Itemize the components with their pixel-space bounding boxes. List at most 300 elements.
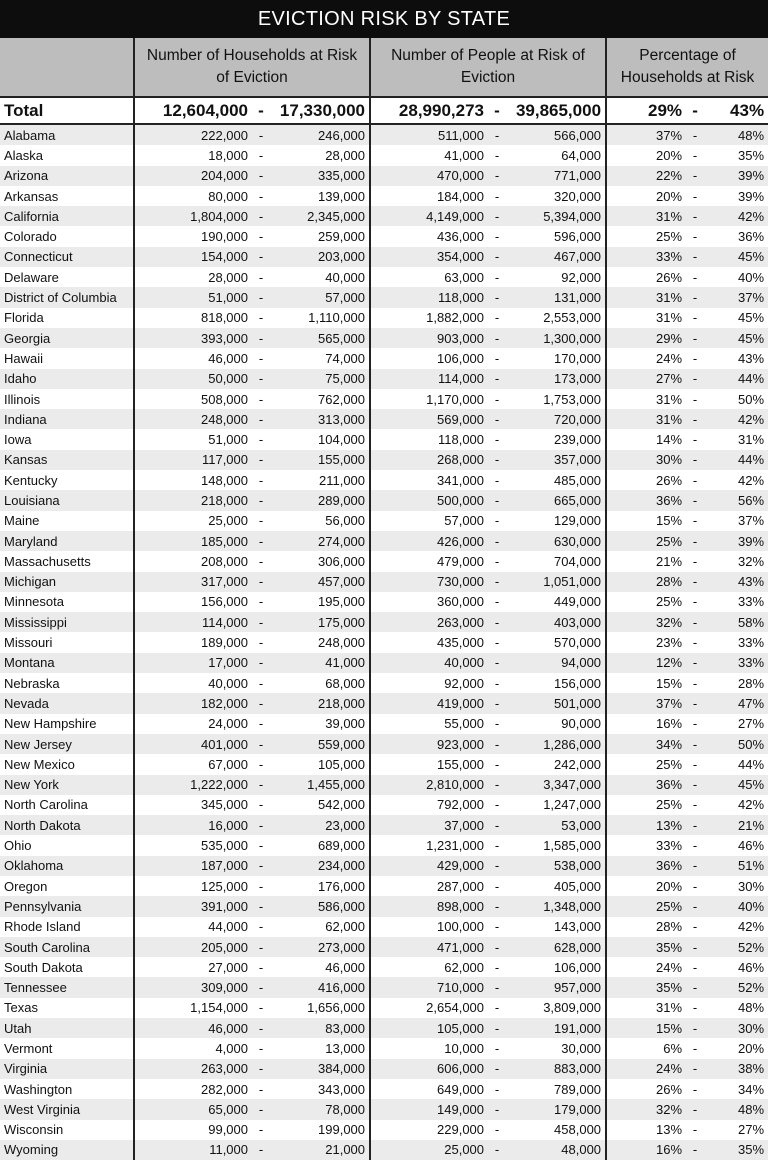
pct-low: 25% — [606, 592, 686, 612]
people-low: 471,000 — [370, 937, 488, 957]
range-separator: - — [494, 513, 500, 529]
table-row — [0, 1099, 768, 1119]
households-high: 416,000 — [270, 977, 370, 997]
table-row — [0, 470, 768, 490]
pct-high: 45% — [704, 328, 768, 348]
range-separator: - — [692, 716, 698, 732]
state-name: Arizona — [0, 166, 134, 186]
table-row — [0, 876, 768, 896]
households-low: 65,000 — [134, 1099, 252, 1119]
range-separator: - — [258, 756, 264, 772]
households-low: 345,000 — [134, 795, 252, 815]
range-separator: - — [258, 432, 264, 448]
households-low: 282,000 — [134, 1079, 252, 1099]
range-separator: - — [692, 432, 698, 448]
people-low: 40,000 — [370, 653, 488, 673]
pct-high: 27% — [738, 716, 765, 732]
households-low: 51,000 — [134, 287, 252, 307]
table-row — [0, 511, 768, 531]
pct-high: 45% — [704, 775, 768, 795]
range-separator: - — [488, 450, 506, 470]
pct-low: 23% — [606, 632, 686, 652]
pct-low: 29% — [606, 328, 686, 348]
pct-high: 56% — [704, 490, 768, 510]
people-high: 90,000 — [561, 716, 602, 732]
people-high: 485,000 — [554, 472, 602, 488]
households-high: 542,000 — [318, 797, 366, 813]
people-high: 570,000 — [554, 635, 602, 651]
households-high: 39,000 — [325, 716, 366, 732]
total-pct-low: 29% — [606, 97, 686, 124]
state-name: Colorado — [4, 229, 57, 245]
state-name: Utah — [0, 1018, 134, 1038]
range-separator: - — [494, 350, 500, 366]
range-separator: - — [252, 856, 270, 876]
households-low: 222,000 — [134, 124, 252, 145]
people-high: 92,000 — [561, 269, 602, 285]
table-row — [0, 693, 768, 713]
range-separator: - — [488, 693, 506, 713]
range-separator: - — [488, 775, 506, 795]
state-name: Ohio — [4, 838, 32, 854]
range-separator: - — [258, 513, 264, 529]
range-separator: - — [494, 188, 500, 204]
header-households: Number of Households at Risk of Eviction — [134, 38, 370, 97]
households-high: 74,000 — [325, 350, 366, 366]
table-row — [0, 267, 768, 287]
range-separator: - — [252, 531, 270, 551]
people-high: 320,000 — [554, 188, 602, 204]
households-low: 208,000 — [134, 551, 252, 571]
pct-high: 38% — [704, 1059, 768, 1079]
households-high: 21,000 — [270, 1140, 370, 1160]
pct-high: 50% — [738, 391, 765, 407]
people-high: 1,286,000 — [506, 734, 606, 754]
households-low: 309,000 — [134, 977, 252, 997]
range-separator: - — [252, 653, 270, 673]
households-low: 535,000 — [134, 835, 252, 855]
people-low: 360,000 — [370, 592, 488, 612]
people-low: 569,000 — [370, 409, 488, 429]
people-low: 435,000 — [370, 632, 488, 652]
households-high: 335,000 — [270, 166, 370, 186]
table-row — [0, 1079, 768, 1099]
households-high: 246,000 — [270, 124, 370, 145]
people-high: 1,247,000 — [543, 797, 602, 813]
pct-low: 16% — [606, 714, 686, 734]
range-separator: - — [258, 878, 264, 894]
state-name: West Virginia — [0, 1099, 134, 1119]
pct-high: 40% — [738, 269, 765, 285]
range-separator: - — [692, 838, 698, 854]
range-separator: - — [252, 450, 270, 470]
people-high: 538,000 — [506, 856, 606, 876]
pct-high: 39% — [704, 531, 768, 551]
range-separator: - — [494, 838, 500, 854]
pct-high: 40% — [704, 896, 768, 916]
households-high: 203,000 — [270, 247, 370, 267]
range-separator: - — [692, 594, 698, 610]
people-low: 55,000 — [370, 714, 488, 734]
range-separator: - — [258, 1000, 264, 1016]
range-separator: - — [686, 856, 704, 876]
range-separator: - — [692, 919, 698, 935]
people-high: 596,000 — [554, 229, 602, 245]
people-high: 957,000 — [506, 977, 606, 997]
range-separator: - — [692, 1041, 698, 1056]
people-low: 63,000 — [370, 267, 488, 287]
range-separator: - — [258, 229, 264, 245]
households-low: 182,000 — [134, 693, 252, 713]
pct-low: 37% — [606, 693, 686, 713]
range-separator: - — [258, 675, 264, 691]
range-separator: - — [252, 124, 270, 145]
state-name: Alabama — [0, 124, 134, 145]
range-separator: - — [494, 229, 500, 245]
table-row — [0, 247, 768, 267]
people-high: 1,753,000 — [543, 391, 602, 407]
households-low: 148,000 — [134, 470, 252, 490]
pct-high: 50% — [704, 734, 768, 754]
range-separator: - — [686, 1099, 704, 1119]
state-name: Maryland — [0, 531, 134, 551]
range-separator: - — [252, 1059, 270, 1079]
households-low: 1,804,000 — [134, 206, 252, 226]
pct-low: 35% — [606, 977, 686, 997]
range-separator: - — [494, 553, 500, 569]
households-high: 56,000 — [325, 513, 366, 529]
pct-high: 33% — [704, 653, 768, 673]
households-low: 154,000 — [134, 247, 252, 267]
pct-low: 31% — [606, 287, 686, 307]
pct-low: 31% — [606, 409, 686, 429]
people-low: 106,000 — [370, 348, 488, 368]
households-high: 234,000 — [270, 856, 370, 876]
range-separator: - — [258, 350, 264, 366]
range-separator: - — [252, 937, 270, 957]
pct-low: 6% — [606, 1038, 686, 1058]
table-row — [0, 328, 768, 348]
households-low: 317,000 — [134, 572, 252, 592]
households-high: 68,000 — [325, 675, 366, 691]
pct-low: 21% — [606, 551, 686, 571]
people-high: 156,000 — [554, 675, 602, 691]
people-low: 436,000 — [370, 226, 488, 246]
range-separator: - — [494, 1041, 500, 1056]
range-separator: - — [686, 734, 704, 754]
range-separator: - — [258, 716, 264, 732]
pct-low: 24% — [606, 957, 686, 977]
pct-high: 44% — [704, 369, 768, 389]
total-households-high: 17,330,000 — [270, 97, 370, 124]
households-low: 818,000 — [134, 308, 252, 328]
table-row — [0, 612, 768, 632]
range-separator: - — [686, 97, 704, 124]
range-separator: - — [494, 432, 500, 448]
range-separator: - — [692, 229, 698, 245]
state-name: Michigan — [0, 572, 134, 592]
people-low: 100,000 — [370, 917, 488, 937]
range-separator: - — [252, 369, 270, 389]
pct-low: 20% — [606, 876, 686, 896]
households-low: 18,000 — [134, 145, 252, 165]
table-row — [0, 145, 768, 165]
state-name: Arkansas — [4, 188, 59, 204]
people-high: 771,000 — [506, 166, 606, 186]
people-high: 30,000 — [561, 1041, 602, 1056]
range-separator: - — [494, 635, 500, 651]
range-separator: - — [686, 815, 704, 835]
pct-low: 31% — [606, 389, 686, 409]
pct-high: 44% — [738, 756, 765, 772]
state-name: Alaska — [4, 147, 44, 163]
households-low: 114,000 — [134, 612, 252, 632]
people-low: 710,000 — [370, 977, 488, 997]
pct-low: 25% — [606, 795, 686, 815]
pct-low: 15% — [606, 673, 686, 693]
range-separator: - — [686, 409, 704, 429]
households-low: 16,000 — [134, 815, 252, 835]
range-separator: - — [488, 937, 506, 957]
households-low: 28,000 — [134, 267, 252, 287]
pct-low: 16% — [606, 1140, 686, 1160]
pct-low: 31% — [606, 308, 686, 328]
range-separator: - — [686, 1018, 704, 1038]
range-separator: - — [258, 1041, 264, 1056]
households-low: 67,000 — [134, 754, 252, 774]
people-low: 37,000 — [370, 815, 488, 835]
table-row — [0, 917, 768, 937]
households-high: 75,000 — [270, 369, 370, 389]
range-separator: - — [252, 409, 270, 429]
range-separator: - — [252, 896, 270, 916]
people-low: 649,000 — [370, 1079, 488, 1099]
range-separator: - — [494, 919, 500, 935]
range-separator: - — [488, 531, 506, 551]
people-high: 94,000 — [506, 653, 606, 673]
header-percentage: Percentage of Households at Risk — [606, 38, 768, 97]
range-separator: - — [686, 490, 704, 510]
households-high: 155,000 — [270, 450, 370, 470]
state-name: Missouri — [4, 635, 53, 651]
table-row — [0, 206, 768, 226]
range-separator: - — [488, 734, 506, 754]
pct-high: 30% — [704, 1018, 768, 1038]
state-name: Illinois — [4, 391, 41, 407]
state-name: Rhode Island — [4, 919, 81, 935]
range-separator: - — [488, 490, 506, 510]
households-high: 689,000 — [318, 838, 366, 854]
households-high: 384,000 — [270, 1059, 370, 1079]
pct-high: 36% — [738, 229, 765, 245]
eviction-risk-table — [0, 38, 768, 1160]
pct-low: 25% — [606, 896, 686, 916]
table-row — [0, 1120, 768, 1140]
range-separator: - — [692, 675, 698, 691]
people-high: 628,000 — [506, 937, 606, 957]
pct-low: 26% — [606, 470, 686, 490]
range-separator: - — [686, 328, 704, 348]
table-row — [0, 1140, 768, 1160]
people-low: 606,000 — [370, 1059, 488, 1079]
pct-high: 35% — [738, 147, 765, 163]
households-high: 211,000 — [318, 472, 366, 488]
range-separator: - — [258, 797, 264, 813]
people-low: 898,000 — [370, 896, 488, 916]
people-low: 1,231,000 — [370, 835, 488, 855]
pct-high: 47% — [704, 693, 768, 713]
households-high: 175,000 — [270, 612, 370, 632]
people-low: 268,000 — [370, 450, 488, 470]
total-people-low: 28,990,273 — [370, 97, 488, 124]
households-high: 105,000 — [318, 756, 366, 772]
people-high: 53,000 — [506, 815, 606, 835]
households-low: 393,000 — [134, 328, 252, 348]
range-separator: - — [252, 612, 270, 632]
pct-high: 37% — [738, 513, 765, 529]
households-high: 23,000 — [270, 815, 370, 835]
households-high: 40,000 — [325, 269, 366, 285]
people-low: 419,000 — [370, 693, 488, 713]
pct-low: 14% — [606, 429, 686, 449]
table-title: EVICTION RISK BY STATE — [0, 0, 768, 38]
range-separator: - — [258, 269, 264, 285]
table-row — [0, 166, 768, 186]
pct-high: 35% — [704, 1140, 768, 1160]
households-high: 559,000 — [270, 734, 370, 754]
state-name: New Hampshire — [4, 716, 97, 732]
state-name: North Carolina — [4, 797, 88, 813]
pct-low: 28% — [606, 572, 686, 592]
range-separator: - — [252, 734, 270, 754]
pct-low: 20% — [606, 145, 686, 165]
range-separator: - — [258, 635, 264, 651]
pct-low: 33% — [606, 835, 686, 855]
table-row — [0, 348, 768, 368]
households-low: 263,000 — [134, 1059, 252, 1079]
table-row — [0, 835, 768, 855]
range-separator: - — [686, 612, 704, 632]
range-separator: - — [252, 166, 270, 186]
people-low: 92,000 — [370, 673, 488, 693]
table-row — [0, 287, 768, 307]
households-high: 62,000 — [325, 919, 366, 935]
range-separator: - — [692, 269, 698, 285]
people-low: 10,000 — [370, 1038, 488, 1058]
households-low: 11,000 — [134, 1140, 252, 1160]
people-high: 173,000 — [506, 369, 606, 389]
state-name: Washington — [4, 1081, 73, 1097]
households-low: 1,154,000 — [134, 998, 252, 1018]
households-low: 44,000 — [134, 917, 252, 937]
people-low: 229,000 — [370, 1120, 488, 1140]
people-low: 25,000 — [370, 1140, 488, 1160]
households-high: 313,000 — [270, 409, 370, 429]
pct-low: 35% — [606, 937, 686, 957]
pct-high: 45% — [704, 247, 768, 267]
households-low: 17,000 — [134, 653, 252, 673]
range-separator: - — [488, 856, 506, 876]
range-separator: - — [692, 553, 698, 569]
people-low: 511,000 — [370, 124, 488, 145]
range-separator: - — [686, 653, 704, 673]
state-name: Kentucky — [4, 472, 58, 488]
people-high: 1,051,000 — [506, 572, 606, 592]
people-high: 704,000 — [554, 553, 602, 569]
pct-high: 46% — [738, 959, 765, 975]
range-separator: - — [488, 977, 506, 997]
households-high: 176,000 — [318, 878, 366, 894]
households-high: 199,000 — [318, 1122, 366, 1138]
range-separator: - — [488, 409, 506, 429]
pct-low: 32% — [606, 612, 686, 632]
households-high: 565,000 — [270, 328, 370, 348]
range-separator: - — [252, 815, 270, 835]
range-separator: - — [488, 206, 506, 226]
table-row — [0, 226, 768, 246]
households-high: 139,000 — [318, 188, 366, 204]
households-low: 508,000 — [134, 389, 252, 409]
range-separator: - — [258, 391, 264, 407]
range-separator: - — [258, 594, 264, 610]
pct-high: 52% — [704, 937, 768, 957]
range-separator: - — [692, 1000, 698, 1016]
households-low: 204,000 — [134, 166, 252, 186]
people-low: 903,000 — [370, 328, 488, 348]
pct-high: 42% — [704, 206, 768, 226]
people-low: 114,000 — [370, 369, 488, 389]
pct-low: 24% — [606, 348, 686, 368]
households-low: 187,000 — [134, 856, 252, 876]
range-separator: - — [692, 513, 698, 529]
range-separator: - — [692, 635, 698, 651]
range-separator: - — [488, 97, 506, 124]
state-name: Indiana — [0, 409, 134, 429]
pct-high: 58% — [704, 612, 768, 632]
households-low: 40,000 — [134, 673, 252, 693]
range-separator: - — [252, 287, 270, 307]
households-high: 259,000 — [318, 229, 366, 245]
households-high: 46,000 — [325, 959, 366, 975]
range-separator: - — [686, 775, 704, 795]
total-households-low: 12,604,000 — [134, 97, 252, 124]
range-separator: - — [494, 594, 500, 610]
pct-high: 45% — [738, 310, 765, 326]
households-high: 1,455,000 — [270, 775, 370, 795]
table-row — [0, 389, 768, 409]
table-row — [0, 551, 768, 571]
state-name: Maine — [4, 513, 40, 529]
table-row — [0, 795, 768, 815]
households-high: 457,000 — [270, 572, 370, 592]
people-high: 357,000 — [506, 450, 606, 470]
households-low: 125,000 — [134, 876, 252, 896]
people-high: 1,585,000 — [543, 838, 602, 854]
households-high: 195,000 — [318, 594, 366, 610]
people-high: 883,000 — [506, 1059, 606, 1079]
pct-low: 31% — [606, 206, 686, 226]
households-low: 50,000 — [134, 369, 252, 389]
state-name: Nevada — [0, 693, 134, 713]
range-separator: - — [692, 1081, 698, 1097]
pct-low: 26% — [606, 267, 686, 287]
people-high: 789,000 — [554, 1081, 602, 1097]
households-high: 41,000 — [270, 653, 370, 673]
range-separator: - — [488, 653, 506, 673]
people-high: 179,000 — [506, 1099, 606, 1119]
pct-high: 51% — [704, 856, 768, 876]
state-name: California — [0, 206, 134, 226]
